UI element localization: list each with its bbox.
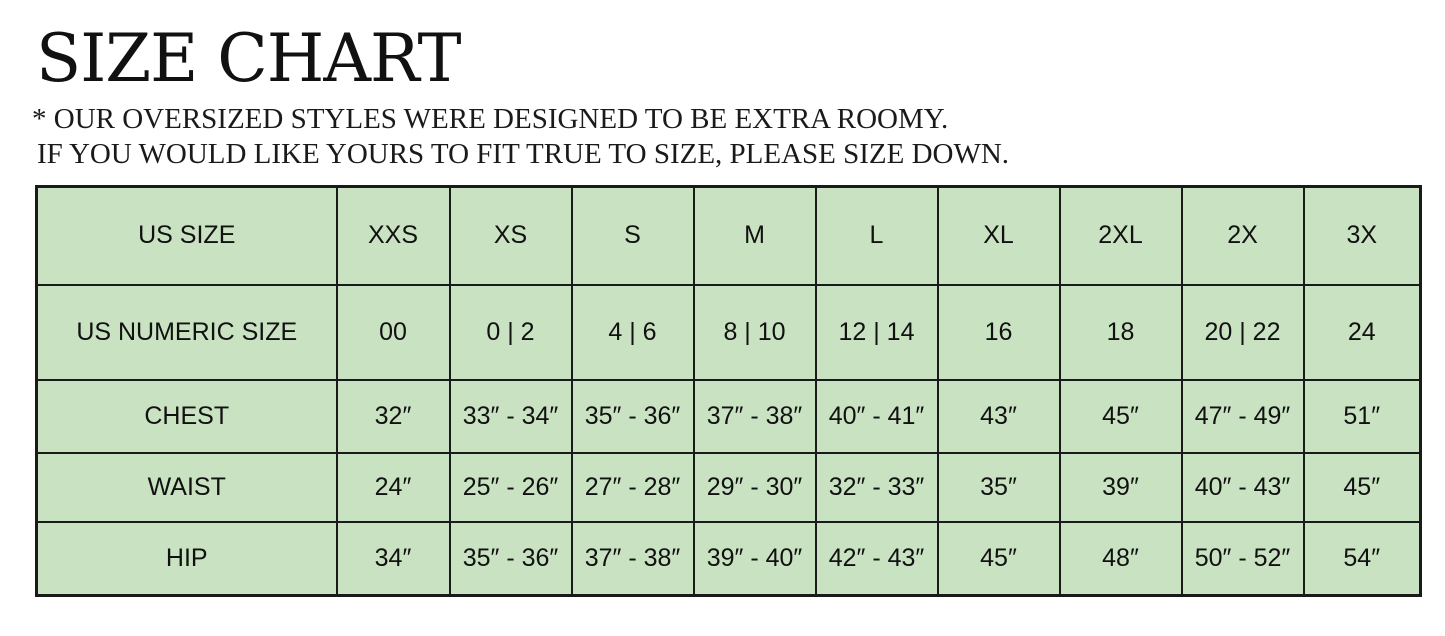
table-cell: 45″ [1060, 380, 1182, 453]
table-cell: 42″ - 43″ [816, 522, 938, 596]
table-cell: 8 | 10 [694, 285, 816, 380]
table-cell: XL [938, 187, 1060, 285]
row-label-us-size: US SIZE [37, 187, 337, 285]
table-cell: S [572, 187, 694, 285]
table-cell: 18 [1060, 285, 1182, 380]
table-cell: 50″ - 52″ [1182, 522, 1304, 596]
table-row-chest [37, 380, 1421, 453]
table-cell: XXS [337, 187, 450, 285]
table-cell: 34″ [337, 522, 450, 596]
table-cell: M [694, 187, 816, 285]
table-cell: 37″ - 38″ [694, 380, 816, 453]
row-label-waist: WAIST [37, 453, 337, 522]
table-cell: 37″ - 38″ [572, 522, 694, 596]
table-cell: 39″ - 40″ [694, 522, 816, 596]
sizing-note-line-1: * OUR OVERSIZED STYLES WERE DESIGNED TO BE EXTRA ROOMY. [32, 103, 949, 135]
table-row-waist [37, 453, 1421, 522]
table-cell: 20 | 22 [1182, 285, 1304, 380]
table-cell: 39″ [1060, 453, 1182, 522]
table-row-us-size [37, 187, 1421, 285]
table-cell: 24″ [337, 453, 450, 522]
table-cell: 2XL [1060, 187, 1182, 285]
table-cell: 0 | 2 [450, 285, 572, 380]
page-title: SIZE CHART [36, 20, 461, 97]
table-cell: 32″ - 33″ [816, 453, 938, 522]
row-label-chest: CHEST [37, 380, 337, 453]
table-cell: 3X [1304, 187, 1421, 285]
table-row-us-numeric-size [37, 285, 1421, 380]
table-cell: 43″ [938, 380, 1060, 453]
table-cell: XS [450, 187, 572, 285]
table-cell: 35″ [938, 453, 1060, 522]
table-cell: 45″ [1304, 453, 1421, 522]
table-cell: L [816, 187, 938, 285]
table-cell: 32″ [337, 380, 450, 453]
table-cell: 4 | 6 [572, 285, 694, 380]
table-cell: 54″ [1304, 522, 1421, 596]
table-cell: 33″ - 34″ [450, 380, 572, 453]
sizing-note [32, 102, 1009, 172]
table-cell: 27″ - 28″ [572, 453, 694, 522]
table-cell: 40″ - 43″ [1182, 453, 1304, 522]
table-cell: 00 [337, 285, 450, 380]
row-label-hip: HIP [37, 522, 337, 596]
table-cell: 2X [1182, 187, 1304, 285]
table-cell: 47″ - 49″ [1182, 380, 1304, 453]
table-cell: 40″ - 41″ [816, 380, 938, 453]
table-row-hip [37, 522, 1421, 596]
table-cell: 25″ - 26″ [450, 453, 572, 522]
table-cell: 45″ [938, 522, 1060, 596]
table-cell: 48″ [1060, 522, 1182, 596]
table-cell: 51″ [1304, 380, 1421, 453]
size-table [35, 185, 1422, 597]
table-cell: 16 [938, 285, 1060, 380]
table-cell: 35″ - 36″ [572, 380, 694, 453]
table-cell: 24 [1304, 285, 1421, 380]
table-cell: 29″ - 30″ [694, 453, 816, 522]
sizing-note-line-2: IF YOU WOULD LIKE YOURS TO FIT TRUE TO SIZE, PLEASE SIZE DOWN. [37, 138, 1010, 170]
table-cell: 35″ - 36″ [450, 522, 572, 596]
row-label-us-numeric-size: US NUMERIC SIZE [37, 285, 337, 380]
table-cell: 12 | 14 [816, 285, 938, 380]
